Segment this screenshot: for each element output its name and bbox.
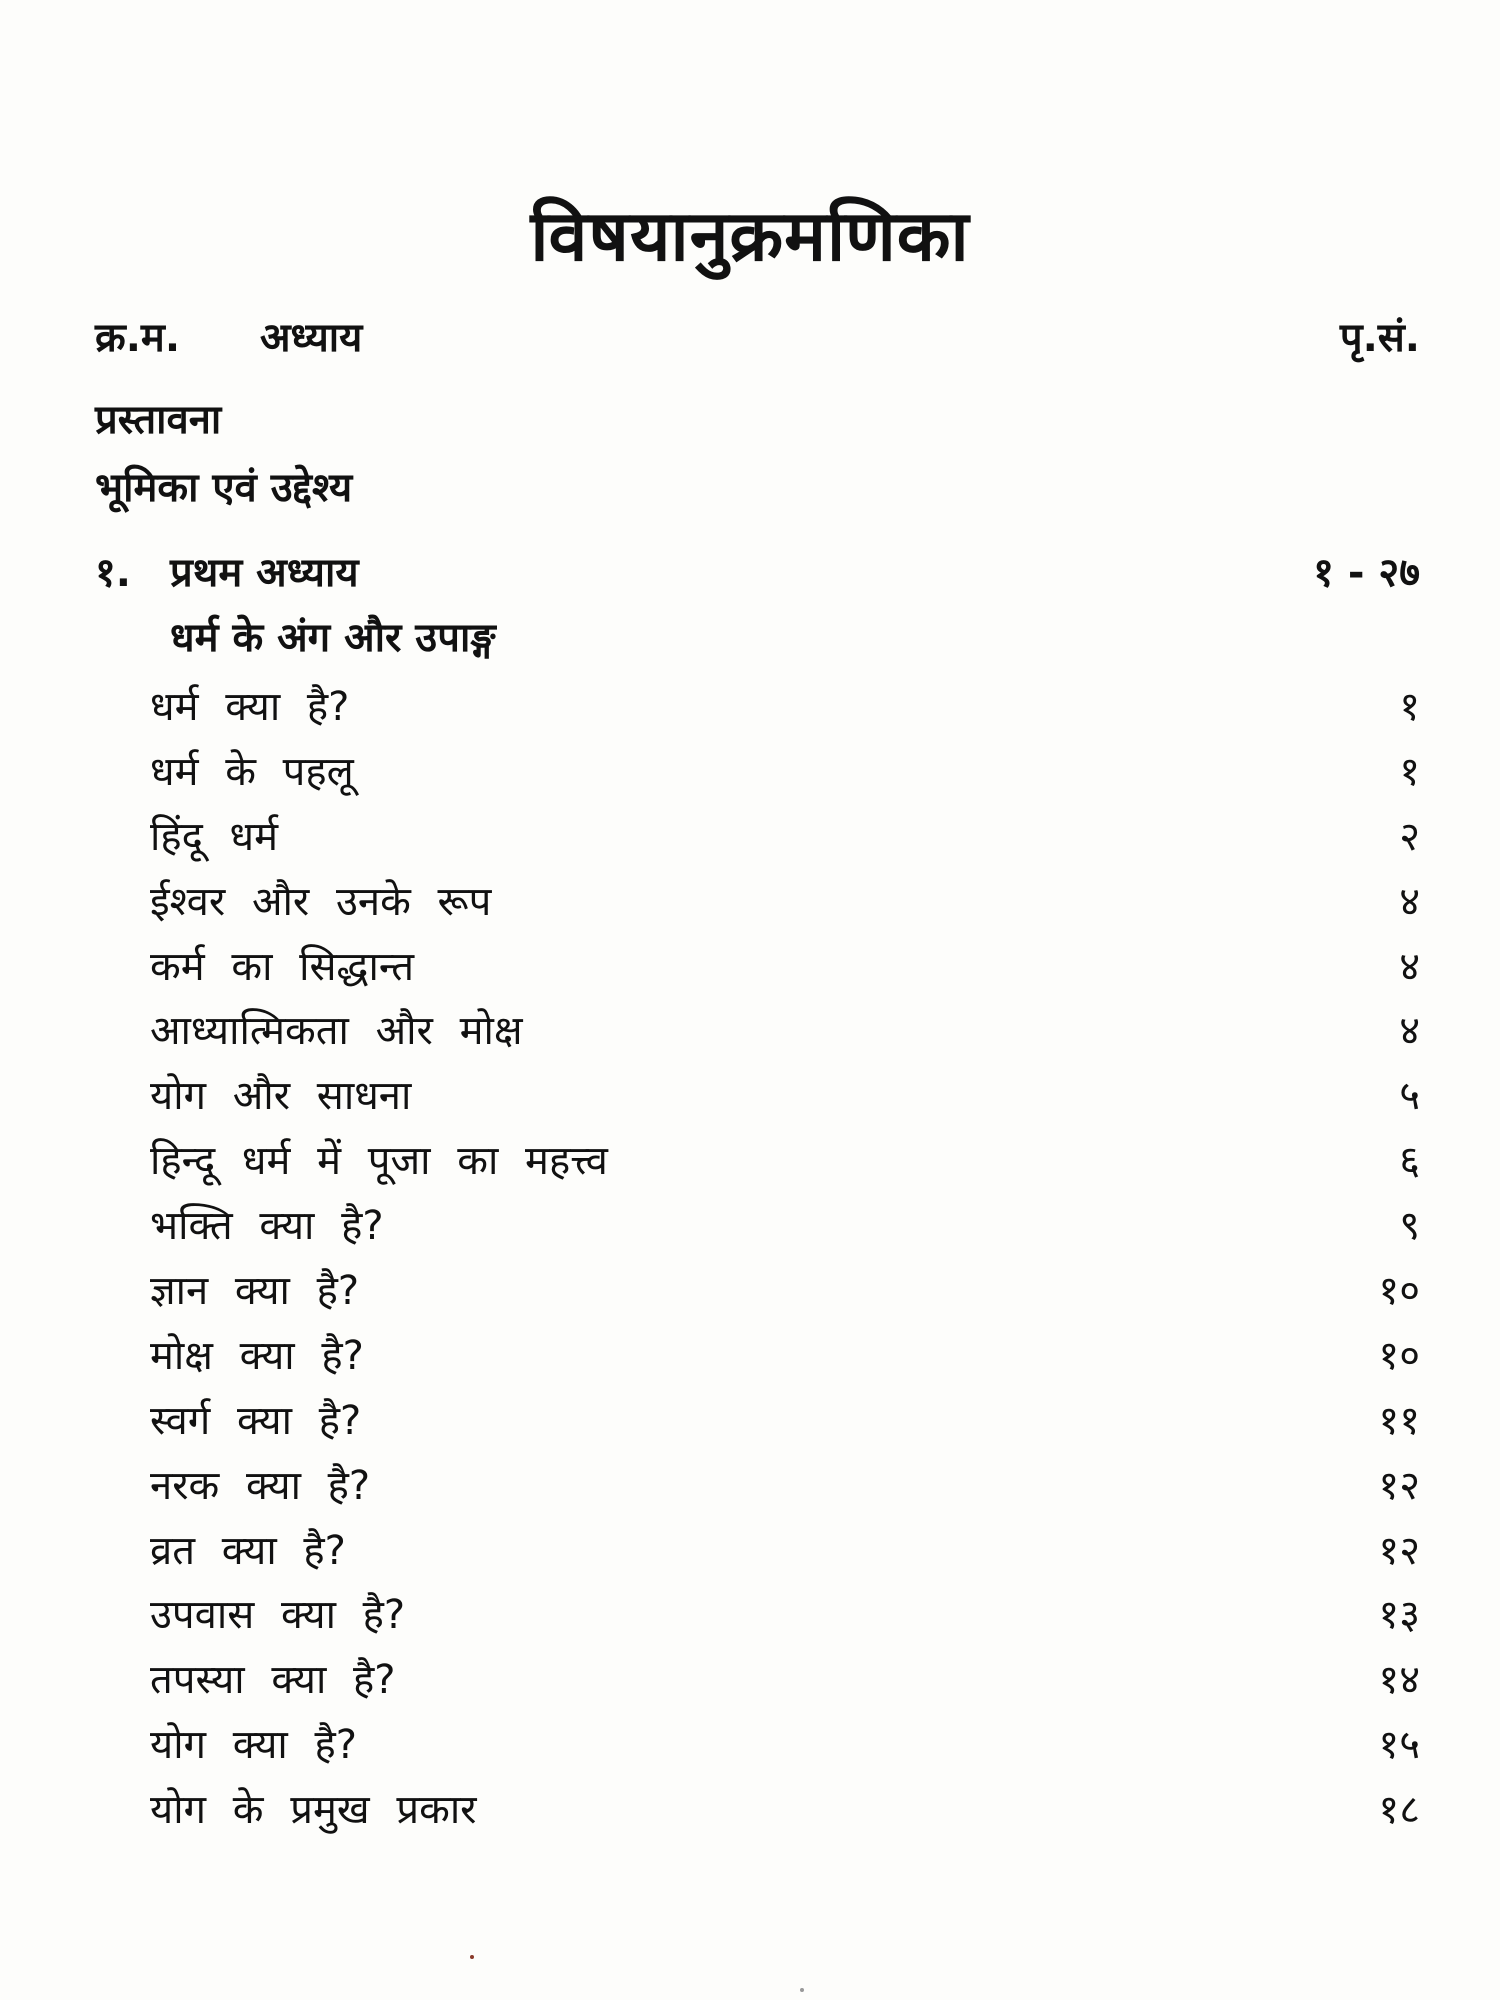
topic-title: योग के प्रमुख प्रकार — [150, 1787, 477, 1834]
list-item — [150, 672, 1420, 737]
paper-speck — [800, 1988, 804, 1992]
list-item — [150, 1516, 1420, 1581]
list-item — [150, 1580, 1420, 1645]
topic-page: ४ — [1399, 878, 1420, 925]
list-item — [150, 867, 1420, 932]
list-item — [150, 996, 1420, 1061]
topic-page: १४ — [1378, 1657, 1420, 1704]
topic-page: ९ — [1399, 1203, 1420, 1250]
list-item — [150, 1645, 1420, 1710]
topic-page: १० — [1378, 1332, 1420, 1379]
front-matter-introduction: भूमिका एवं उद्देश्य — [95, 465, 353, 511]
list-item — [150, 737, 1420, 802]
topic-title: स्वर्ग क्या है? — [150, 1397, 362, 1444]
topic-title: ईश्वर और उनके रूप — [150, 878, 492, 925]
topic-page: १३ — [1378, 1592, 1420, 1639]
topic-page: १२ — [1378, 1527, 1420, 1574]
chapter-page-range: १ - २७ — [1313, 550, 1420, 596]
list-item — [150, 1061, 1420, 1126]
column-header-serial: क्र.म. — [95, 315, 181, 361]
topic-title: हिन्दू धर्म में पूजा का महत्त्व — [150, 1138, 608, 1185]
topic-title: धर्म के पहलू — [150, 748, 354, 795]
list-item — [150, 1191, 1420, 1256]
topic-page: ११ — [1378, 1397, 1420, 1444]
topic-page: १० — [1378, 1267, 1420, 1314]
topic-page: ५ — [1399, 1073, 1420, 1120]
chapter-subtitle: धर्म के अंग और उपाङ्ग — [170, 615, 496, 661]
topic-page: २ — [1399, 813, 1420, 860]
topic-title: तपस्या क्या है? — [150, 1657, 396, 1704]
topic-page: १ — [1399, 748, 1420, 795]
page-title: विषयानुक्रमणिका — [530, 195, 970, 277]
list-item — [150, 1710, 1420, 1775]
list-item — [150, 1321, 1420, 1386]
topic-page: ६ — [1399, 1138, 1420, 1185]
topic-title: नरक क्या है? — [150, 1462, 371, 1509]
chapter-title: प्रथम अध्याय — [170, 550, 359, 596]
list-item — [150, 1256, 1420, 1321]
topic-page: १२ — [1378, 1462, 1420, 1509]
list-item — [150, 1775, 1420, 1840]
topic-page: १८ — [1378, 1787, 1420, 1834]
front-matter-preface: प्रस्तावना — [95, 397, 222, 443]
column-header-chapter: अध्याय — [260, 315, 363, 361]
topic-page: १५ — [1378, 1722, 1420, 1769]
topic-title: आध्यात्मिकता और मोक्ष — [150, 1008, 523, 1055]
topic-title: हिंदू धर्म — [150, 813, 279, 860]
topic-title: ज्ञान क्या है? — [150, 1267, 360, 1314]
topic-list — [150, 672, 1420, 1840]
topic-title: भक्ति क्या है? — [150, 1203, 384, 1250]
topic-title: योग क्या है? — [150, 1722, 357, 1769]
column-header-page: पृ.सं. — [1339, 315, 1420, 361]
topic-title: योग और साधना — [150, 1073, 412, 1120]
topic-page: ४ — [1399, 1008, 1420, 1055]
list-item — [150, 932, 1420, 997]
topic-title: उपवास क्या है? — [150, 1592, 406, 1639]
topic-title: मोक्ष क्या है? — [150, 1332, 364, 1379]
chapter-number: १. — [95, 550, 131, 596]
list-item — [150, 1386, 1420, 1451]
topic-title: धर्म क्या है? — [150, 683, 350, 730]
list-item — [150, 1451, 1420, 1516]
topic-page: १ — [1399, 683, 1420, 730]
list-item — [150, 1126, 1420, 1191]
topic-title: कर्म का सिद्धान्त — [150, 943, 414, 990]
list-item — [150, 802, 1420, 867]
topic-title: व्रत क्या है? — [150, 1527, 346, 1574]
paper-speck — [470, 1955, 474, 1959]
topic-page: ४ — [1399, 943, 1420, 990]
